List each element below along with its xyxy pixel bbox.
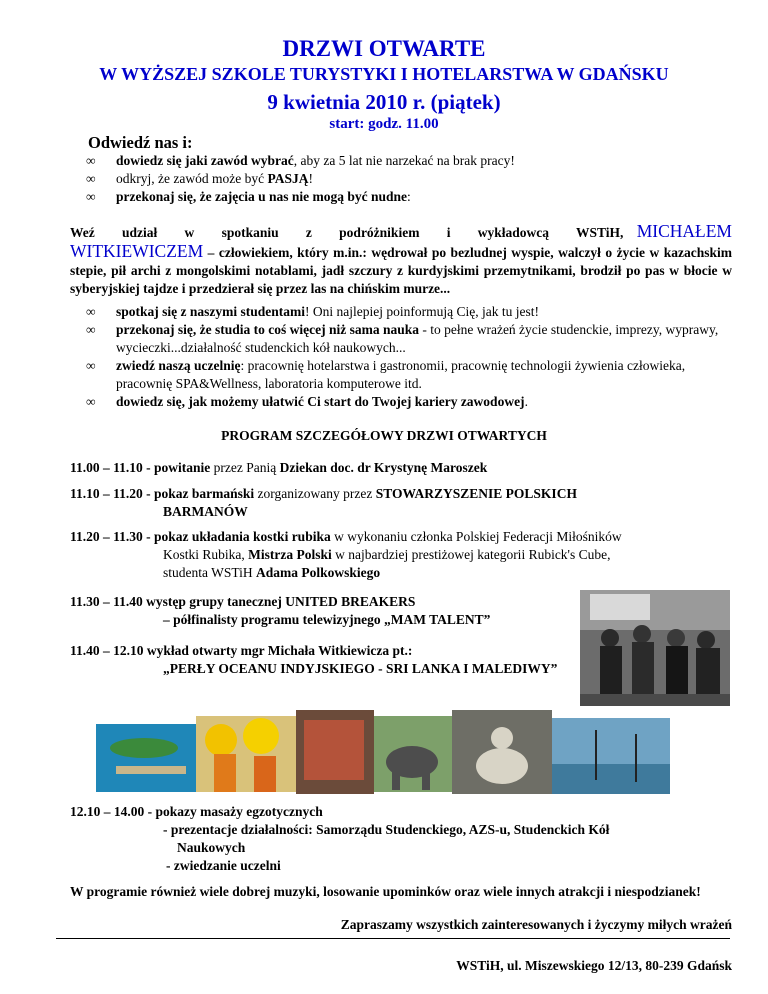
dancers-photo [580, 590, 730, 706]
school-subtitle: W WYŻSZEJ SZKOLE TURYSTYKI I HOTELARSTWA W GDAŃSKU [99, 64, 669, 84]
program-row: 11.40 – 12.10 wykład otwarty mgr Michała Witkiewicza pt.: „PERŁY OCEANU INDYJSKIEGO - SRI LANKA I MALEDIWY” [70, 643, 558, 676]
visit-heading: Odwiedź nas i: [88, 133, 193, 152]
meeting-paragraph: Weź udział w spotkaniu z podróżnikiem i wykładowcą WSTiH, MICHAŁEM WITKIEWICZEM – człowiekiem, który m.in.: wędrował po bezludnej wyspie, walczył o życie w kazachskim stepie, pił archi z mongolskimi notablami, jadł szczury z kurdyjskimi przemytnikami, brodził po pas w błocie w syberyjskiej tajdze i przedzierał się przez las na chińskim murze... [70, 221, 732, 296]
list-item: ∞ spotkaj się z naszymi studentami! Oni najlepiej poinformują Cię, jak tu jest! [86, 304, 539, 319]
footer-divider [56, 938, 730, 939]
infinity-bullet-icon: ∞ [86, 358, 96, 373]
program-row: 11.10 – 11.20 - pokaz barmański zorganizowany przez STOWARZYSZENIE POLSKICH BARMANÓW [70, 486, 577, 519]
invitation-text: Zapraszamy wszystkich zainteresowanych i życzymy miłych wrażeń [340, 917, 732, 932]
visit-list [86, 152, 515, 206]
program-row: 11.30 – 11.40 występ grupy tanecznej UNITED BREAKERS – półfinalisty programu telewizyjnego „MAM TALENT” [70, 594, 491, 627]
infinity-bullet-icon: ∞ [86, 153, 96, 168]
main-title: DRZWI OTWARTE [282, 36, 486, 61]
list-item: ∞ dowiedz się jaki zawód wybrać, aby za 5 lat nie narzekać na brak pracy! [86, 153, 515, 168]
infinity-bullet-icon: ∞ [86, 189, 96, 204]
program-row: 12.10 – 14.00 - pokazy masaży egzotycznych - prezentacje działalności: Samorządu Studenckiego, AZS-u, Studenckich Kół Naukowych - zwiedzanie uczelni [70, 804, 610, 873]
program-row: 11.00 – 11.10 - powitanie przez Panią Dziekan doc. dr Krystynę Maroszek [70, 460, 488, 475]
program-row: 11.20 – 11.30 - pokaz układania kostki rubika w wykonaniu członka Polskiej Federacji Miłośników Kostki Rubika, Mistrza Polski w najbardziej prestiżowej kategorii Rubick's Cube, studenta WSTiH Adama Polkowskiego [70, 529, 622, 580]
offers-list [86, 303, 736, 411]
list-item: ∞ przekonaj się, że studia to coś więcej niż sama nauka - to pełne wrażeń życie studenckie, imprezy, wyprawy, wycieczki...działalność studenckich kół naukowych... [86, 322, 719, 355]
closing-note: W programie również wiele dobrej muzyki, losowanie upominków oraz wiele innych atrakcji i niespodzianek! [70, 884, 701, 899]
photo-collage [96, 710, 670, 794]
infinity-bullet-icon: ∞ [86, 171, 96, 186]
infinity-bullet-icon: ∞ [86, 322, 96, 337]
list-item: ∞ dowiedz się, jak możemy ułatwić Ci start do Twojej kariery zawodowej. [86, 394, 528, 409]
list-item: ∞ przekonaj się, że zajęcia u nas nie mogą być nudne: [86, 189, 411, 204]
event-date: 9 kwietnia 2010 r. (piątek) [267, 90, 501, 114]
footer-address: WSTiH, ul. Miszewskiego 12/13, 80-239 Gdańsk [456, 958, 732, 973]
start-time: start: godz. 11.00 [329, 116, 439, 132]
program-title: PROGRAM SZCZEGÓŁOWY DRZWI OTWARTYCH [221, 428, 547, 443]
list-item: ∞ odkryj, że zawód może być PASJĄ! [86, 171, 313, 186]
infinity-bullet-icon: ∞ [86, 304, 96, 319]
infinity-bullet-icon: ∞ [86, 394, 96, 409]
list-item: ∞ zwiedź naszą uczelnię: pracownię hotelarstwa i gastronomii, pracownię technologii żywienia człowieka, pracownię SPA&Wellness, laboratoria komputerowe itd. [86, 358, 686, 391]
